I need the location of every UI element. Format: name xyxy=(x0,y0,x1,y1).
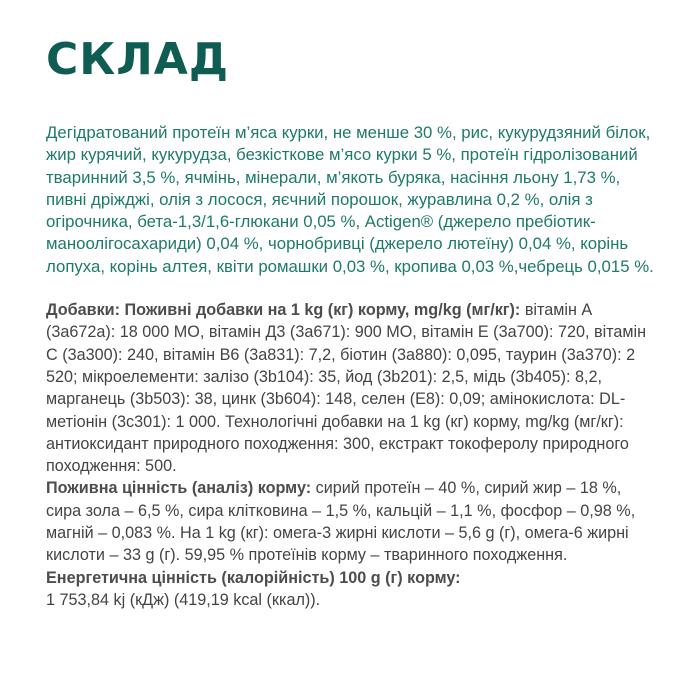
energy-label: Енергетична цінність (калорійність) 100 g (г) корму: xyxy=(46,568,461,587)
nutrition-section xyxy=(46,477,660,566)
nutrition-text: сирий протеїн – 40 %, сирий жир – 18 %, сира зола – 6,5 %, сира клітковина – 1,5 %, кальцій – 1,1 %, фосфор – 0,98 %, магній – 0,083 %. На 1 kg (кг): омега-3 жирні кислоти – 5,6 g (г), омега-6 жирні кислоти – 33 g (г). 59,95 % протеїнів корму – тваринного походження. xyxy=(46,479,636,565)
energy-text: 1 753,84 kj (кДж) (419,19 kcal (ккал)). xyxy=(46,590,321,609)
additives-label: Добавки: Поживні добавки на 1 kg (кг) корму, mg/kg (мг/кг): xyxy=(46,301,521,320)
nutrition-label: Поживна цінність (аналіз) корму: xyxy=(46,479,312,498)
additives-section xyxy=(46,299,660,477)
energy-section xyxy=(46,567,660,612)
page-title: СКЛАД xyxy=(46,34,230,85)
additives-text: вітамін А (3а672а): 18 000 МО, вітамін Д3 (3а671): 900 МО, вітамін Е (3а700): 720, вітамін С (3а300): 240, вітамін В6 (3а831): 7,2, біотин (3а880): 0,095, таурин (3а370): 2 520; мікроелементи: залізо (3b104): 35, йод (3b201): 2,5, мідь (3b405): 8,2, марганець (3b503): 38, цинк (3b604): 148, селен (Е8): 0,09; амінокислота: DL-метіонін (3c301): 1 000. Технологічні добавки на 1 kg (кг) корму, mg/kg (мг/кг): антиоксидант природного походження: 300, екстракт токоферолу природного походження: 500. xyxy=(46,301,647,476)
ingredients-list: Дегідратований протеїн м’яса курки, не менше 30 %, рис, кукурудзяний білок, жир курячий, кукурудза, безкісткове м’ясо курки 5 %, протеїн гідролізований тваринний 3,5 %, ячмінь, мінерали, м’якоть буряка, насіння льону 1,73 %, пивні дріжджі, олія з лосося, яєчний порошок, журавлина 0,2 %, олія з огірочника, бета-1,3/1,6-глюкани 0,05 %, Actigen® (джерело пребіотик-маноолігосахариди) 0,04 %, чорнобривці (джерело лютеїну) 0,04 %, корінь лопуха, корінь алтея, квіти ромашки 0,03 %, кропива 0,03 %,чебрець 0,015 %. xyxy=(46,123,654,276)
